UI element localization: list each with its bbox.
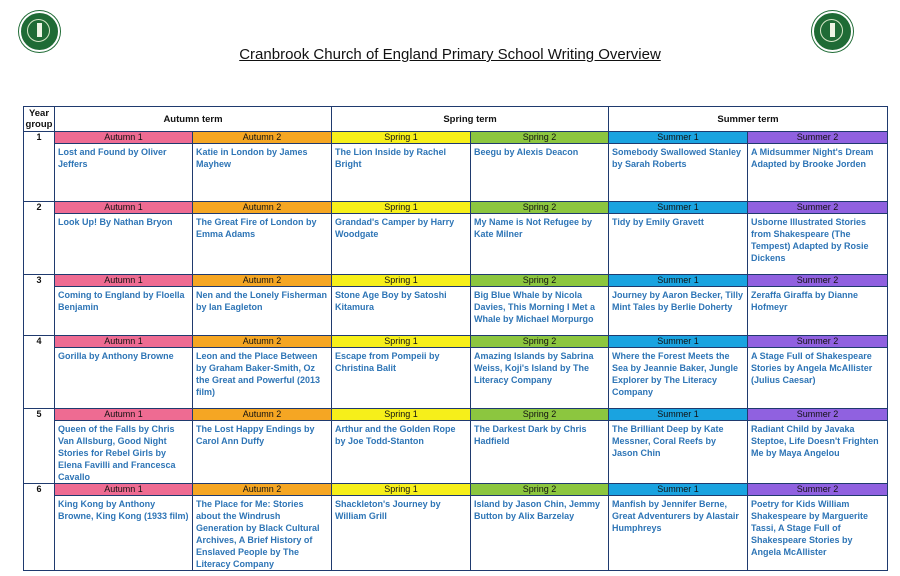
half-term-label: Spring 2 bbox=[471, 202, 609, 214]
page-title: Cranbrook Church of England Primary School Writing Overview bbox=[239, 46, 661, 63]
half-term-label: Summer 2 bbox=[748, 409, 888, 421]
year-group-header: Year group bbox=[24, 107, 55, 132]
book-cell: Katie in London by James Mayhew bbox=[193, 144, 332, 202]
book-cell: Big Blue Whale by Nicola Davies, This Morning I Met a Whale by Michael Morpurgo bbox=[471, 287, 609, 336]
book-cell: The Brilliant Deep by Kate Messner, Coral Reefs by Jason Chin bbox=[609, 421, 748, 484]
half-term-label: Spring 2 bbox=[471, 336, 609, 348]
half-term-label: Autumn 1 bbox=[55, 484, 193, 496]
year-cell: 6 bbox=[24, 484, 55, 571]
book-cell: Somebody Swallowed Stanley by Sarah Roberts bbox=[609, 144, 748, 202]
book-cell: Grandad's Camper by Harry Woodgate bbox=[332, 214, 471, 275]
year-cell: 2 bbox=[24, 202, 55, 275]
half-term-label: Spring 2 bbox=[471, 484, 609, 496]
header-row bbox=[24, 107, 888, 132]
book-cell: Manfish by Jennifer Berne, Great Adventurers by Alastair Humphreys bbox=[609, 496, 748, 571]
half-term-label: Autumn 2 bbox=[193, 409, 332, 421]
half-term-label: Summer 1 bbox=[609, 202, 748, 214]
half-term-label: Summer 2 bbox=[748, 132, 888, 144]
book-row bbox=[24, 348, 888, 409]
half-term-label: Spring 1 bbox=[332, 202, 471, 214]
half-term-label: Spring 1 bbox=[332, 409, 471, 421]
book-cell: The Lost Happy Endings by Carol Ann Duffy bbox=[193, 421, 332, 484]
half-term-row bbox=[24, 132, 888, 144]
half-term-label: Summer 1 bbox=[609, 336, 748, 348]
book-cell: My Name is Not Refugee by Kate Milner bbox=[471, 214, 609, 275]
book-cell: The Great Fire of London by Emma Adams bbox=[193, 214, 332, 275]
book-cell: Tidy by Emily Gravett bbox=[609, 214, 748, 275]
half-term-label: Autumn 2 bbox=[193, 202, 332, 214]
book-cell: Radiant Child by Javaka Steptoe, Life Doesn't Frighten Me by Maya Angelou bbox=[748, 421, 888, 484]
book-cell: Lost and Found by Oliver Jeffers bbox=[55, 144, 193, 202]
half-term-label: Summer 1 bbox=[609, 132, 748, 144]
book-cell: King Kong by Anthony Browne, King Kong (1933 film) bbox=[55, 496, 193, 571]
book-cell: A Midsummer Night's Dream Adapted by Brooke Jorden bbox=[748, 144, 888, 202]
half-term-label: Autumn 1 bbox=[55, 202, 193, 214]
half-term-label: Spring 2 bbox=[471, 132, 609, 144]
half-term-label: Autumn 2 bbox=[193, 132, 332, 144]
half-term-label: Autumn 2 bbox=[193, 275, 332, 287]
book-cell: Shackleton's Journey by William Grill bbox=[332, 496, 471, 571]
half-term-row bbox=[24, 275, 888, 287]
book-cell: Nen and the Lonely Fisherman by Ian Eagleton bbox=[193, 287, 332, 336]
half-term-row bbox=[24, 202, 888, 214]
book-cell: Zeraffa Giraffa by Dianne Hofmeyr bbox=[748, 287, 888, 336]
book-cell: A Stage Full of Shakespeare Stories by Angela McAllister (Julius Caesar) bbox=[748, 348, 888, 409]
half-term-label: Summer 1 bbox=[609, 484, 748, 496]
book-cell: Escape from Pompeii by Christina Balit bbox=[332, 348, 471, 409]
book-cell: Gorilla by Anthony Browne bbox=[55, 348, 193, 409]
book-row bbox=[24, 144, 888, 202]
half-term-label: Autumn 1 bbox=[55, 275, 193, 287]
book-row bbox=[24, 287, 888, 336]
book-row bbox=[24, 214, 888, 275]
book-row bbox=[24, 421, 888, 484]
half-term-label: Summer 2 bbox=[748, 484, 888, 496]
book-cell: Poetry for Kids William Shakespeare by Marguerite Tassi, A Stage Full of Shakespeare Stories by Angela McAllister bbox=[748, 496, 888, 571]
half-term-label: Spring 1 bbox=[332, 336, 471, 348]
book-cell: Stone Age Boy by Satoshi Kitamura bbox=[332, 287, 471, 336]
book-cell: Look Up! By Nathan Bryon bbox=[55, 214, 193, 275]
book-cell: The Lion Inside by Rachel Bright bbox=[332, 144, 471, 202]
half-term-label: Summer 2 bbox=[748, 336, 888, 348]
book-cell: Usborne Illustrated Stories from Shakespeare (The Tempest) Adapted by Rosie Dickens bbox=[748, 214, 888, 275]
half-term-label: Spring 1 bbox=[332, 132, 471, 144]
year-cell: 5 bbox=[24, 409, 55, 484]
book-cell: Queen of the Falls by Chris Van Allsburg, Good Night Stories for Rebel Girls by Elena Favilli and Francesca Cavallo bbox=[55, 421, 193, 484]
book-cell: Island by Jason Chin, Jemmy Button by Alix Barzelay bbox=[471, 496, 609, 571]
summer-term-header: Summer term bbox=[609, 107, 888, 132]
spring-term-header: Spring term bbox=[332, 107, 609, 132]
half-term-label: Autumn 1 bbox=[55, 336, 193, 348]
half-term-label: Spring 1 bbox=[332, 275, 471, 287]
half-term-label: Autumn 2 bbox=[193, 484, 332, 496]
half-term-row bbox=[24, 409, 888, 421]
book-cell: Leon and the Place Between by Graham Baker-Smith, Oz the Great and Powerful (2013 film) bbox=[193, 348, 332, 409]
half-term-row bbox=[24, 484, 888, 496]
book-cell: Amazing Islands by Sabrina Weiss, Koji's Island by The Literacy Company bbox=[471, 348, 609, 409]
book-cell: Arthur and the Golden Rope by Joe Todd-Stanton bbox=[332, 421, 471, 484]
half-term-label: Summer 1 bbox=[609, 409, 748, 421]
book-cell: Journey by Aaron Becker, Tilly Mint Tales by Berlie Doherty bbox=[609, 287, 748, 336]
book-cell: Coming to England by Floella Benjamin bbox=[55, 287, 193, 336]
half-term-label: Summer 2 bbox=[748, 275, 888, 287]
half-term-row bbox=[24, 336, 888, 348]
half-term-label: Autumn 2 bbox=[193, 336, 332, 348]
autumn-term-header: Autumn term bbox=[55, 107, 332, 132]
book-cell: Where the Forest Meets the Sea by Jeannie Baker, Jungle Explorer by The Literacy Company bbox=[609, 348, 748, 409]
half-term-label: Spring 2 bbox=[471, 409, 609, 421]
book-cell: The Place for Me: Stories about the Windrush Generation by Black Cultural Archives, A Brief History of Enslaved People by The Literacy Company bbox=[193, 496, 332, 571]
half-term-label: Summer 1 bbox=[609, 275, 748, 287]
book-cell: The Darkest Dark by Chris Hadfield bbox=[471, 421, 609, 484]
half-term-label: Autumn 1 bbox=[55, 409, 193, 421]
year-cell: 3 bbox=[24, 275, 55, 336]
book-row bbox=[24, 496, 888, 571]
year-cell: 4 bbox=[24, 336, 55, 409]
half-term-label: Spring 1 bbox=[332, 484, 471, 496]
half-term-label: Autumn 1 bbox=[55, 132, 193, 144]
half-term-label: Summer 2 bbox=[748, 202, 888, 214]
writing-overview-table bbox=[23, 106, 888, 571]
half-term-label: Spring 2 bbox=[471, 275, 609, 287]
year-cell: 1 bbox=[24, 132, 55, 202]
book-cell: Beegu by Alexis Deacon bbox=[471, 144, 609, 202]
